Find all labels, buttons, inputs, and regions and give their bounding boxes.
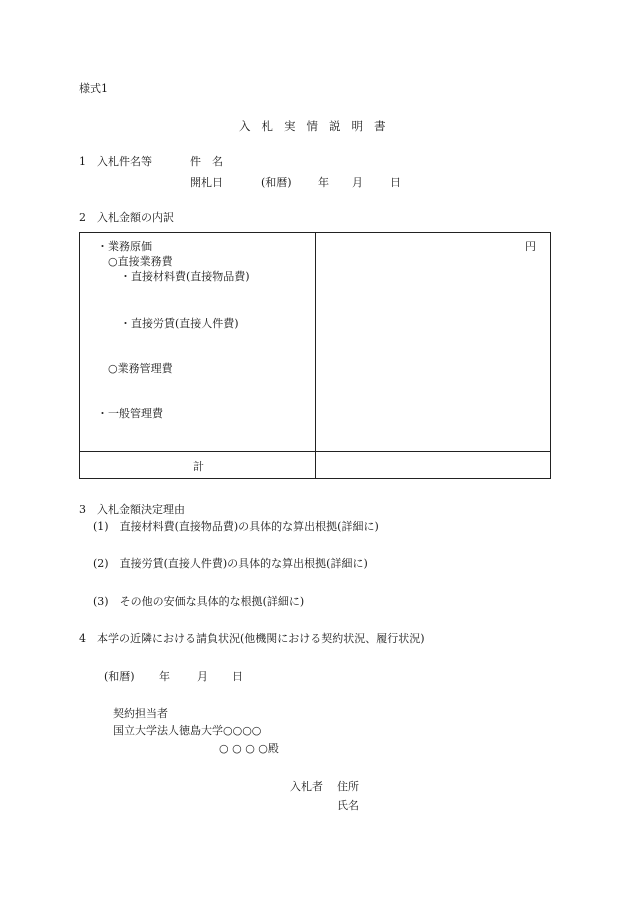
bidder-name-label: 氏名 (337, 799, 359, 812)
management-cost-item: ○業務管理費 (108, 362, 173, 375)
business-cost-item: ・業務原価 (97, 240, 152, 253)
organization-name: 国立大学法人徳島大学○○○○ (113, 724, 262, 737)
section1-heading: 1 入札件名等 (79, 155, 152, 168)
document-title: 入札実情説明書 (239, 119, 397, 133)
form-number-label: 様式1 (79, 82, 108, 95)
footer-era-label: (和暦) (104, 670, 135, 683)
general-admin-cost-item: ・一般管理費 (97, 407, 163, 420)
day-label: 日 (390, 176, 401, 189)
bid-opening-date-label: 開札日 (190, 176, 223, 189)
table-column-divider (315, 233, 316, 478)
reason-item-2: (2) 直接労賃(直接人件費)の具体的な算出根拠(詳細に) (93, 557, 368, 570)
table-total-divider (80, 451, 550, 452)
month-label: 月 (352, 176, 363, 189)
reason-item-1: (1) 直接材料費(直接物品費)の具体的な算出根拠(詳細に) (93, 520, 379, 533)
officer-name: ○ ○ ○ ○殿 (219, 742, 279, 755)
currency-unit: 円 (525, 240, 536, 253)
footer-year-label: 年 (159, 670, 170, 683)
bidder-label: 入札者 (290, 780, 323, 793)
year-label: 年 (318, 176, 329, 189)
section2-heading: 2 入札金額の内訳 (79, 211, 174, 224)
footer-month-label: 月 (197, 670, 208, 683)
direct-material-cost-item: ・直接材料費(直接物品費) (120, 270, 250, 283)
era-label: (和暦) (261, 176, 292, 189)
direct-labor-cost-item: ・直接労賃(直接人件費) (120, 317, 239, 330)
subject-label: 件 名 (190, 155, 223, 168)
reason-item-3: (3) その他の安価な具体的な根拠(詳細に) (93, 595, 305, 608)
bidder-address-label: 住所 (337, 780, 359, 793)
contract-officer-label: 契約担当者 (113, 707, 168, 720)
section4-heading: 4 本学の近隣における請負状況(他機関における契約状況、履行状況) (79, 632, 425, 645)
footer-day-label: 日 (232, 670, 243, 683)
breakdown-table (79, 232, 551, 479)
section3-heading: 3 入札金額決定理由 (79, 503, 185, 516)
total-label: 計 (193, 460, 204, 473)
direct-business-cost-item: ○直接業務費 (108, 255, 173, 268)
